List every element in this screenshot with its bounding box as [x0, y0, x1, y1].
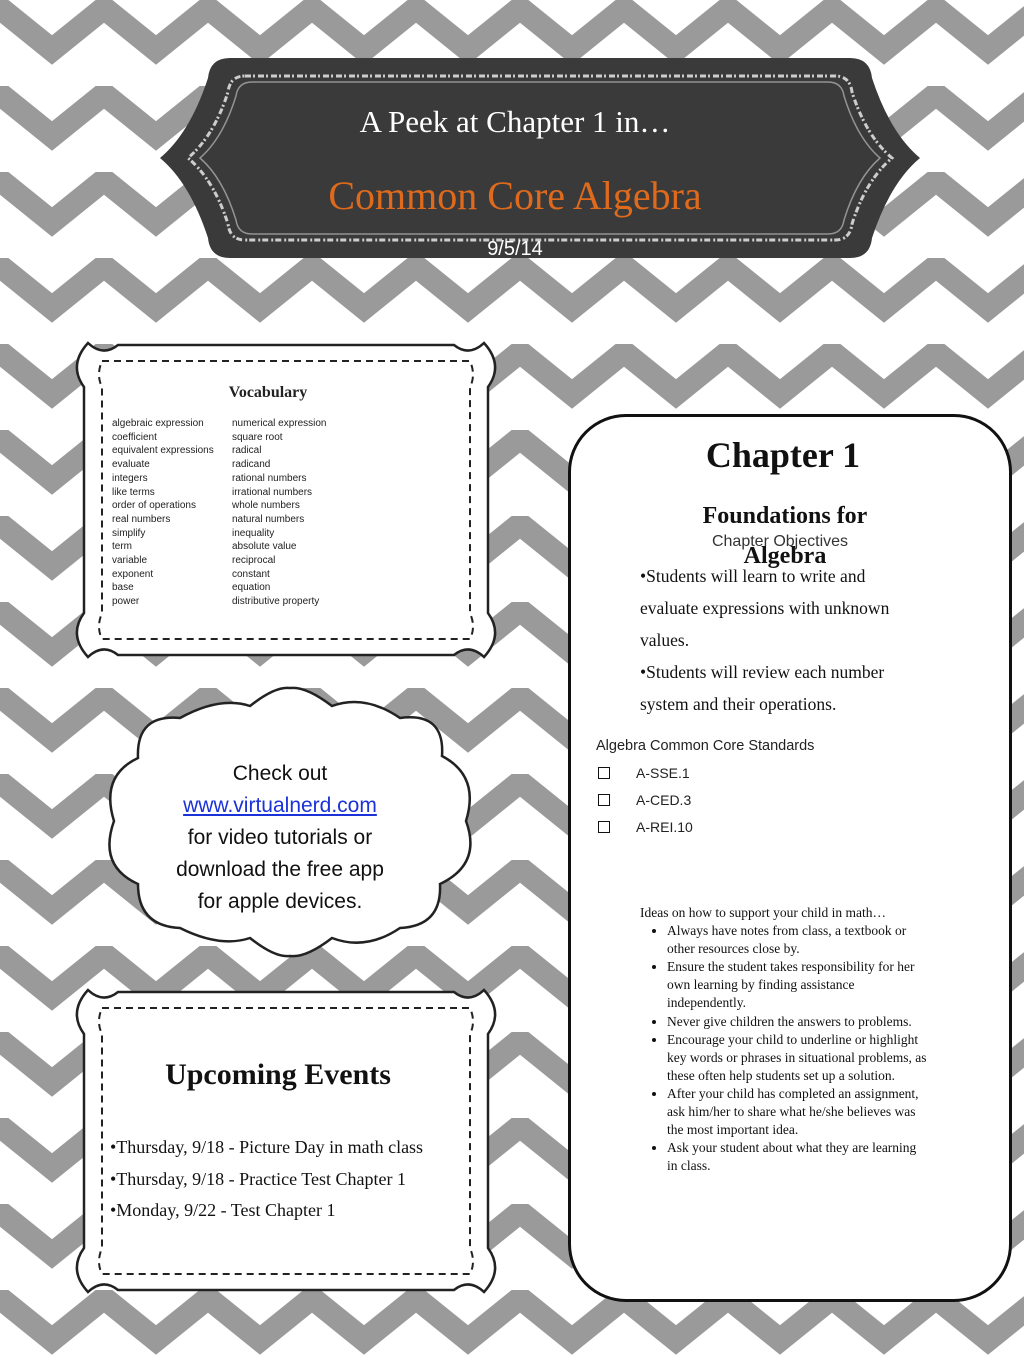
vocabulary-term: natural numbers — [232, 513, 305, 525]
objectives-list — [640, 560, 920, 720]
checkbox-icon — [598, 794, 610, 806]
virtualnerd-link[interactable]: www.virtualnerd.com — [183, 794, 377, 817]
cloud-line-2: for video tutorials or — [187, 826, 373, 849]
ideas-section — [640, 904, 930, 1175]
ideas-list — [640, 922, 930, 1175]
vocabulary-term: like terms — [112, 486, 155, 498]
standards-title: Algebra Common Core Standards — [596, 738, 815, 754]
vocabulary-term: inequality — [232, 527, 275, 539]
vocabulary-term: constant — [232, 568, 270, 580]
vocabulary-term: base — [112, 582, 134, 594]
idea-item: • Encourage your child to underline or highlight key words or phrases in situational problems, as these often help students set up a solution. — [667, 1031, 930, 1085]
idea-item: • Ensure the student takes responsibility for her own learning by finding assistance independently. — [667, 958, 930, 1012]
cloud-text — [140, 758, 420, 918]
objective-item: •Students will review each number system and their operations. — [640, 662, 885, 714]
vocabulary-term: equivalent expressions — [112, 445, 214, 457]
idea-item: • Ask your student about what they are learning in class. — [667, 1139, 930, 1175]
header-date: 9/5/14 — [487, 238, 543, 260]
checkbox-icon — [598, 821, 610, 833]
vocabulary-term: numerical expression — [232, 418, 327, 429]
idea-item: • Always have notes from class, a textbook or other resources close by. — [667, 922, 930, 958]
header-subtitle: Common Core Algebra — [328, 173, 702, 218]
header-title: A Peek at Chapter 1 in… — [359, 104, 671, 139]
events-list — [110, 1132, 460, 1227]
vocabulary-term: radicand — [232, 459, 271, 471]
vocabulary-term: exponent — [112, 568, 154, 580]
vocabulary-term: distributive property — [232, 596, 320, 608]
ideas-header: Ideas on how to support your child in math… — [640, 905, 886, 920]
vocabulary-term: variable — [112, 555, 148, 566]
vocabulary-term: rational numbers — [232, 472, 307, 484]
events-title: Upcoming Events — [165, 1058, 391, 1091]
event-item: •Thursday, 9/18 - Practice Test Chapter 1 — [110, 1168, 406, 1189]
chapter-subtitle: Foundations for Algebra — [702, 503, 868, 569]
standard-item: A-REI.10 — [598, 819, 693, 835]
vocabulary-term: term — [112, 541, 132, 553]
vocabulary-term: algebraic expression — [112, 418, 204, 429]
objectives-label: Chapter Objectives — [711, 533, 849, 550]
vocabulary-term: radical — [232, 445, 262, 457]
vocabulary-term: absolute value — [232, 541, 297, 553]
standard-item: A-SSE.1 — [598, 765, 690, 781]
vocabulary-term: whole numbers — [232, 500, 300, 512]
objective-item: •Students will learn to write and evaluate expressions with unknown values. — [640, 566, 890, 650]
idea-item: • After your child has completed an assignment, ask him/her to share what he/she believes was the most important idea. — [667, 1085, 930, 1139]
vocabulary-term: simplify — [112, 527, 146, 539]
event-item: •Thursday, 9/18 - Picture Day in math class — [110, 1137, 424, 1157]
vocabulary-term: order of operations — [112, 500, 196, 512]
vocabulary-title: Vocabulary — [228, 384, 308, 401]
vocabulary-term: irrational numbers — [232, 486, 313, 498]
vocabulary-term: reciprocal — [232, 555, 276, 566]
vocabulary-term: equation — [232, 582, 271, 594]
chapter-title: Chapter 1 — [705, 435, 861, 475]
vocabulary-term: square root — [232, 431, 283, 443]
vocabulary-term: evaluate — [112, 459, 150, 471]
event-item: •Monday, 9/22 - Test Chapter 1 — [110, 1200, 336, 1220]
cloud-line-1: Check out — [232, 762, 328, 785]
idea-item: • Never give children the answers to problems. — [667, 1013, 930, 1031]
checkbox-icon — [598, 767, 610, 779]
vocabulary-term: power — [112, 596, 140, 608]
cloud-line-3: download the free app — [176, 858, 384, 881]
chalkboard-banner — [150, 18, 930, 318]
standard-item: A-CED.3 — [598, 792, 691, 808]
vocabulary-term: integers — [112, 472, 148, 484]
cloud-line-4: for apple devices. — [197, 890, 363, 913]
vocabulary-term: real numbers — [112, 513, 171, 525]
vocabulary-term: coefficient — [112, 431, 157, 443]
